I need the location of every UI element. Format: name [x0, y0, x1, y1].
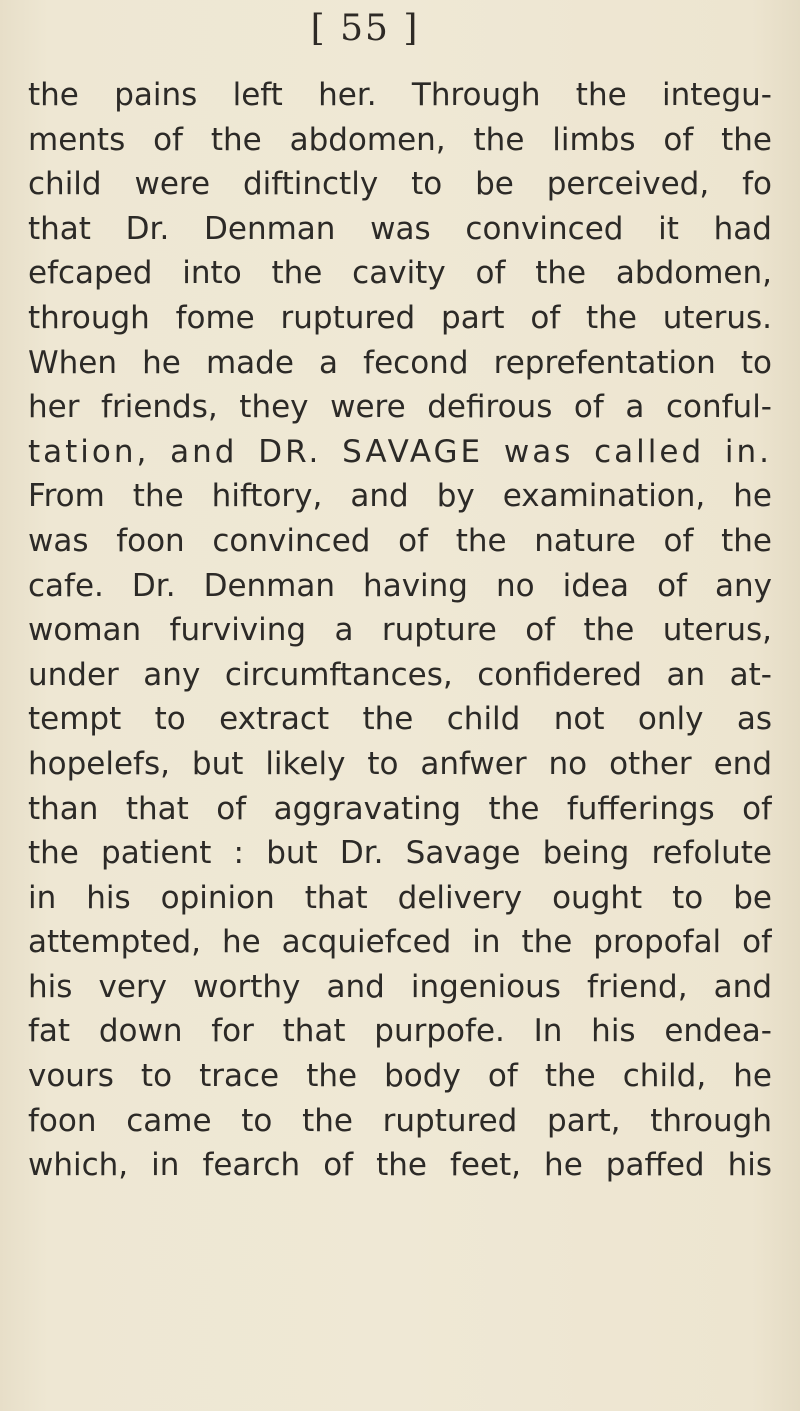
text-line-14: under any circumftances, confidered an at- — [28, 656, 772, 693]
text-line-10: From the hiftory, and by examination, he — [28, 478, 772, 515]
text-line-17: than that of aggravating the fufferings of — [28, 790, 772, 827]
text-line-22: fat down for that purpofe. In his endea- — [28, 1013, 772, 1050]
text-line-16: hopelefs, but likely to anfwer no other end — [28, 745, 772, 782]
text-line-8: her friends, they were defirous of a conful- — [28, 389, 772, 426]
page-number-header — [0, 4, 800, 54]
text-line-19: in his opinion that delivery ought to be — [28, 879, 772, 916]
text-line-12: cafe. Dr. Denman having no idea of any — [28, 567, 772, 604]
text-line-18: the patient : but Dr. Savage being refolute — [28, 835, 772, 872]
text-line-6: through fome ruptured part of the uterus. — [28, 299, 772, 336]
text-line-1: the pains left her. Through the integu- — [28, 77, 772, 113]
page-number: [ 55 ] — [310, 8, 420, 49]
text-line-7: When he made a fecond reprefentation to — [28, 344, 772, 381]
text-line-11: was foon convinced of the nature of the — [28, 522, 772, 559]
text-line-2: ments of the abdomen, the limbs of the — [28, 121, 772, 158]
text-line-15: tempt to extract the child not only as — [28, 701, 772, 738]
text-line-5: efcaped into the cavity of the abdomen, — [28, 255, 772, 292]
text-line-21: his very worthy and ingenious friend, and — [28, 968, 772, 1005]
text-line-20: attempted, he acquiefced in the propofal of — [28, 924, 772, 961]
text-line-23: vours to trace the body of the child, he — [28, 1058, 772, 1095]
text-line-4: that Dr. Denman was convinced it had — [28, 210, 772, 247]
text-line-25: which, in fearch of the feet, he paffed his — [28, 1147, 772, 1184]
text-line-3: child were diftinctly to be perceived, fo — [28, 166, 772, 203]
body-text — [28, 73, 772, 1188]
text-line-24: foon came to the ruptured part, through — [28, 1102, 772, 1139]
text-line-9: tation, and DR. SAVAGE was called in. — [28, 433, 772, 470]
text-line-13: woman furviving a rupture of the uterus, — [28, 612, 772, 649]
